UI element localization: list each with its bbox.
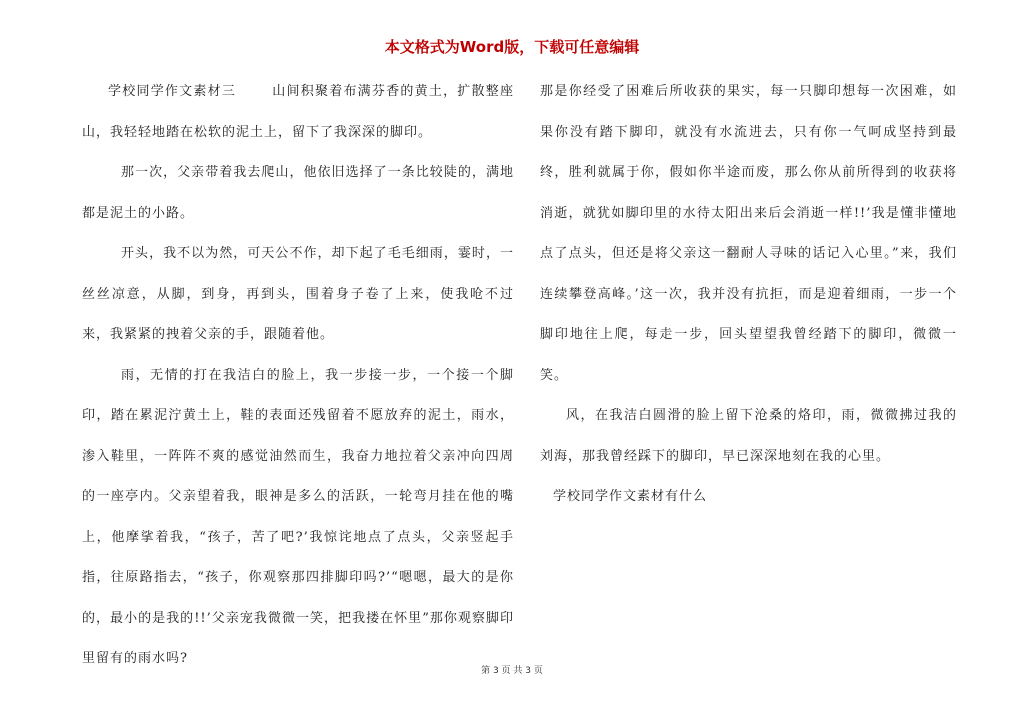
left-paragraph-1-text: 山间积聚着布满芬香的黄土，扩散整座山，我轻轻地踏在松软的泥土上，留下了我深深的脚印。 (82, 84, 514, 140)
page-header-title: 本文格式为Word版，下载可任意编辑 (384, 38, 640, 56)
page-number: 第 3 页 共 3 页 (481, 666, 543, 676)
left-column (82, 72, 514, 680)
left-paragraph-2: 那一次，父亲带着我去爬山，他依旧选择了一条比较陡的，满地都是泥土的小路。 (82, 165, 514, 221)
right-paragraph-1: 那是你经受了困难后所收获的果实，每一只脚印想每一次困难，如果你没有踏下脚印，就没有水流进去，只有你一气呵成坚持到最终，胜利就属于你，假如你半途而废，那么你从前所得到的收获将消逝，就犹如脚印里的水待太阳出来后会消逝一样!!’我是懂非懂地点了点头，但还是将父亲这一翻耐人寻味的话记入心里。”来，我们连续攀登高峰。’这一次，我并没有抗拒，而是迎着细雨，一步一个脚印地往上爬，每走一步，回头望望我曾经踏下的脚印，微微一笑。 (540, 84, 957, 383)
right-paragraph-3: 学校同学作文素材有什么 (553, 489, 708, 504)
section-title: 学校同学作文素材三 (108, 84, 237, 99)
left-paragraph-4: 雨，无情的打在我洁白的脸上，我一步接一步，一个接一个脚印，踏在累泥泞黄土上，鞋的表面还残留着不愿放弃的泥土，雨水，渗入鞋里，一阵阵不爽的感觉油然而生，我奋力地拉着父亲冲向四周的一座亭内。父亲望着我，眼神是多么的活跃，一轮弯月挂在他的嘴上，他摩挲着我，“孩子，苦了吧?’我惊诧地点了点头，父亲竖起手指，往原路指去，“孩子，你观察那四排脚印吗?’“嗯嗯，最大的是你的，最小的是我的!!’父亲宠我微微一笑，把我搂在怀里”那你观察脚印里留有的雨水吗? (82, 367, 514, 666)
left-paragraph-1 (82, 72, 514, 153)
left-paragraph-3: 开头，我不以为然，可天公不作，却下起了毛毛细雨，霎时，一丝丝凉意，从脚，到身，再到头，围着身子卷了上来，使我呛不过来，我紧紧的拽着父亲的手，跟随着他。 (82, 246, 514, 342)
right-paragraph-2: 风，在我洁白圆滑的脸上留下沧桑的烙印，雨，微微拂过我的刘海，那我曾经踩下的脚印，早已深深地刻在我的心里。 (540, 408, 957, 464)
right-column (540, 72, 957, 518)
